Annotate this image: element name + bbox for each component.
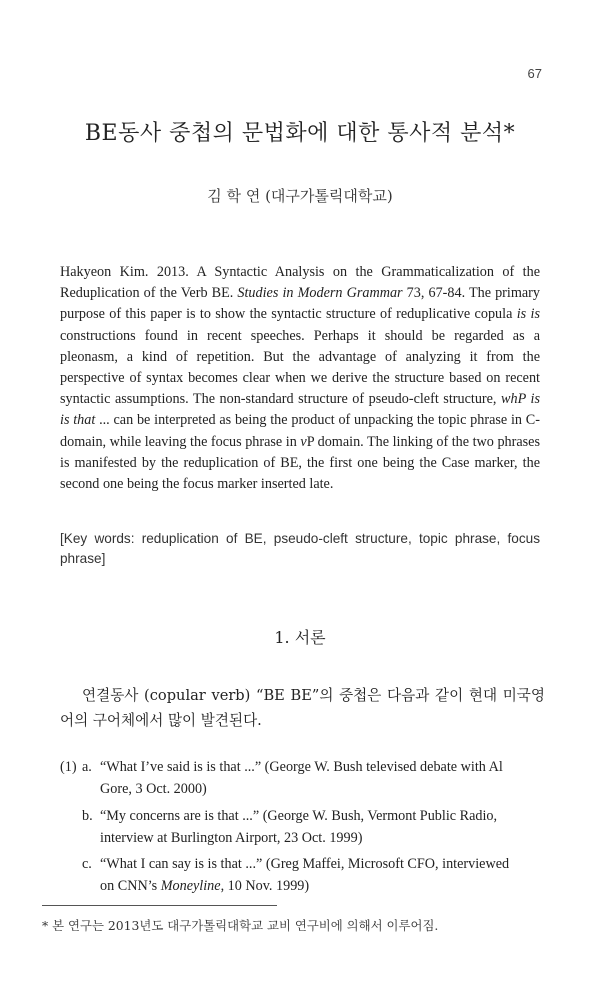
example-body — [82, 805, 555, 849]
intro-paragraph — [60, 683, 545, 733]
author-line: 김 학 연 (대구가톨릭대학교) — [207, 187, 393, 205]
example-body — [82, 756, 555, 800]
abstract-text: constructions found in recent speeches. Perhaps it should be regarded as a pleonasm, a kind of repetition. But the advantage of analyzing it from the perspective of syntax becomes clear when we derive the structure based on recent syntactic assumptions. The non-standard structure of pseudo-cleft structure, — [60, 327, 540, 408]
v-symbol: v — [300, 433, 307, 450]
abstract-text: ... can be interpreted as being the product of unpacking the topic phrase in C-domain, while leaving the focus phrase in — [60, 412, 540, 450]
intro-text: 연결동사 (copular verb) “BE BE”의 중첩은 다음과 같이 현대 미국영어의 구어체에서 많이 발견된다. — [60, 687, 545, 729]
footnote: * 본 연구는 2013년도 대구가톨릭대학교 교비 연구비에 의해서 이루어짐. — [42, 918, 439, 933]
example-phrase: whP is is that — [60, 391, 540, 429]
example-label: a. — [82, 759, 92, 775]
example-text-line — [82, 875, 555, 897]
abstract-text: Hakyeon Kim. 2013. A Syntactic Analysis on the Grammaticalization of the Reduplication of the Verb BE. — [60, 264, 540, 302]
example-text: “What I’ve said is is that ...” (George W. Bush televised debate with Al — [100, 759, 503, 775]
page-number: 67 — [527, 66, 542, 81]
example-text: , 10 Nov. 1999) — [220, 878, 310, 894]
keywords: [Key words: reduplication of BE, pseudo-cleft structure, topic phrase, focus phrase] — [60, 531, 540, 566]
example-label: b. — [82, 808, 93, 824]
section-heading: 1. 서론 — [274, 628, 326, 647]
program-title: Moneyline — [160, 878, 221, 894]
abstract-text: 73, 67-84. The primary purpose of this paper is to show the syntactic structure of reduplicative copula — [60, 285, 541, 323]
example-phrase: is is — [516, 306, 540, 323]
abstract — [60, 262, 540, 495]
example-text: “My concerns are is that ...” (George W. Bush, Vermont Public Radio, — [100, 808, 498, 824]
example-text: interview at Burlington Airport, 23 Oct. 1999) — [100, 830, 363, 846]
footnote-rule — [42, 905, 277, 906]
example-text: “What I can say is is that ...” (Greg Maffei, Microsoft CFO, interviewed — [100, 856, 510, 872]
example-label: c. — [82, 856, 92, 872]
example-number: (1) — [60, 759, 77, 775]
paper-title: BE동사 중첩의 문법화에 대한 통사적 분석* — [84, 121, 516, 146]
example-text: on CNN’s — [100, 878, 161, 894]
abstract-text: P domain. The linking of the two phrases is manifested by the reduplication of BE, the first one being the Case marker, the second one being the focus marker inserted late. — [60, 433, 540, 493]
journal-title: Studies in Modern Grammar — [237, 285, 403, 302]
example-text: Gore, 3 Oct. 2000) — [100, 781, 207, 797]
example-body — [82, 853, 555, 897]
